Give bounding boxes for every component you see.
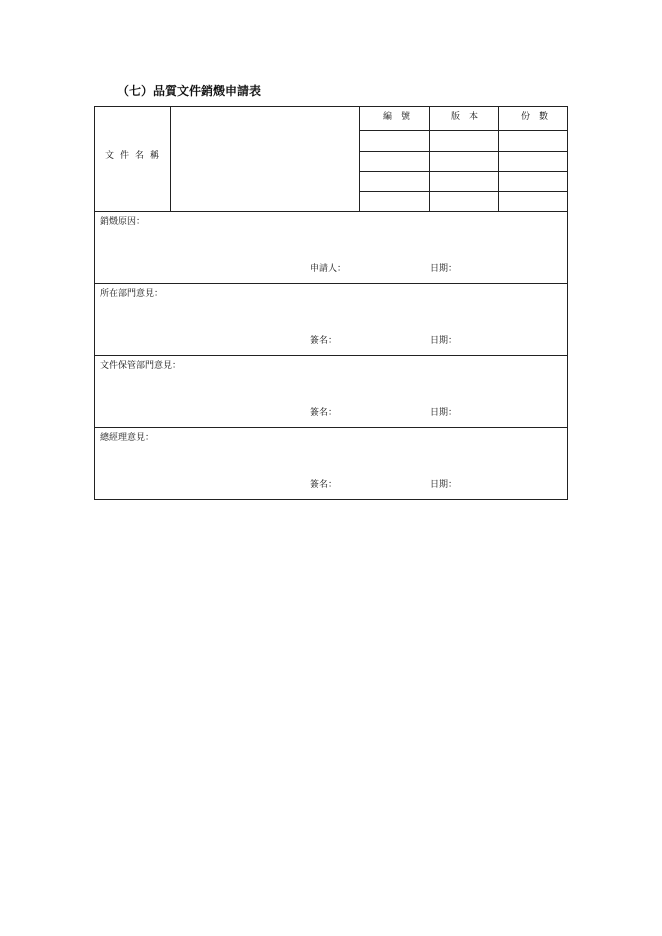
section-divider-2: [94, 283, 568, 284]
custodian-sign-label: 簽名：: [310, 408, 338, 418]
divider-name-col: [359, 106, 360, 212]
grid-row-line-3: [359, 171, 568, 172]
section-divider-1: [94, 211, 568, 212]
grid-row-line-1: [359, 130, 568, 131]
divider-number-col: [429, 106, 430, 212]
divider-version-col: [498, 106, 499, 212]
destruction-reason-label: 銷燬原因：: [100, 217, 146, 227]
grid-row-line-4: [359, 191, 568, 192]
divider-label-col: [170, 106, 171, 212]
custodian-opinion-label: 文件保管部門意見：: [100, 361, 182, 371]
form-title: （七）品質文件銷燬申請表: [117, 84, 262, 98]
general-manager-opinion-label: 總經理意見：: [100, 433, 155, 443]
destruction-request-form: [94, 106, 568, 500]
column-header-version: 版本: [451, 112, 488, 122]
file-name-label: 文件名稱: [105, 151, 166, 161]
frame-top: [94, 106, 568, 107]
column-header-number: 編號: [383, 112, 420, 122]
department-date-label: 日期：: [430, 336, 458, 346]
general-manager-sign-label: 簽名：: [310, 480, 338, 490]
applicant-sign-label: 申請人：: [310, 264, 347, 274]
section-divider-4: [94, 427, 568, 428]
department-sign-label: 簽名：: [310, 336, 338, 346]
department-opinion-label: 所在部門意見：: [100, 289, 164, 299]
frame-left: [94, 106, 95, 500]
frame-bottom: [94, 499, 568, 500]
grid-row-line-2: [359, 151, 568, 152]
frame-right: [567, 106, 568, 500]
custodian-date-label: 日期：: [430, 408, 458, 418]
column-header-copies: 份數: [521, 112, 558, 122]
section-divider-3: [94, 355, 568, 356]
general-manager-date-label: 日期：: [430, 480, 458, 490]
applicant-date-label: 日期：: [430, 264, 458, 274]
